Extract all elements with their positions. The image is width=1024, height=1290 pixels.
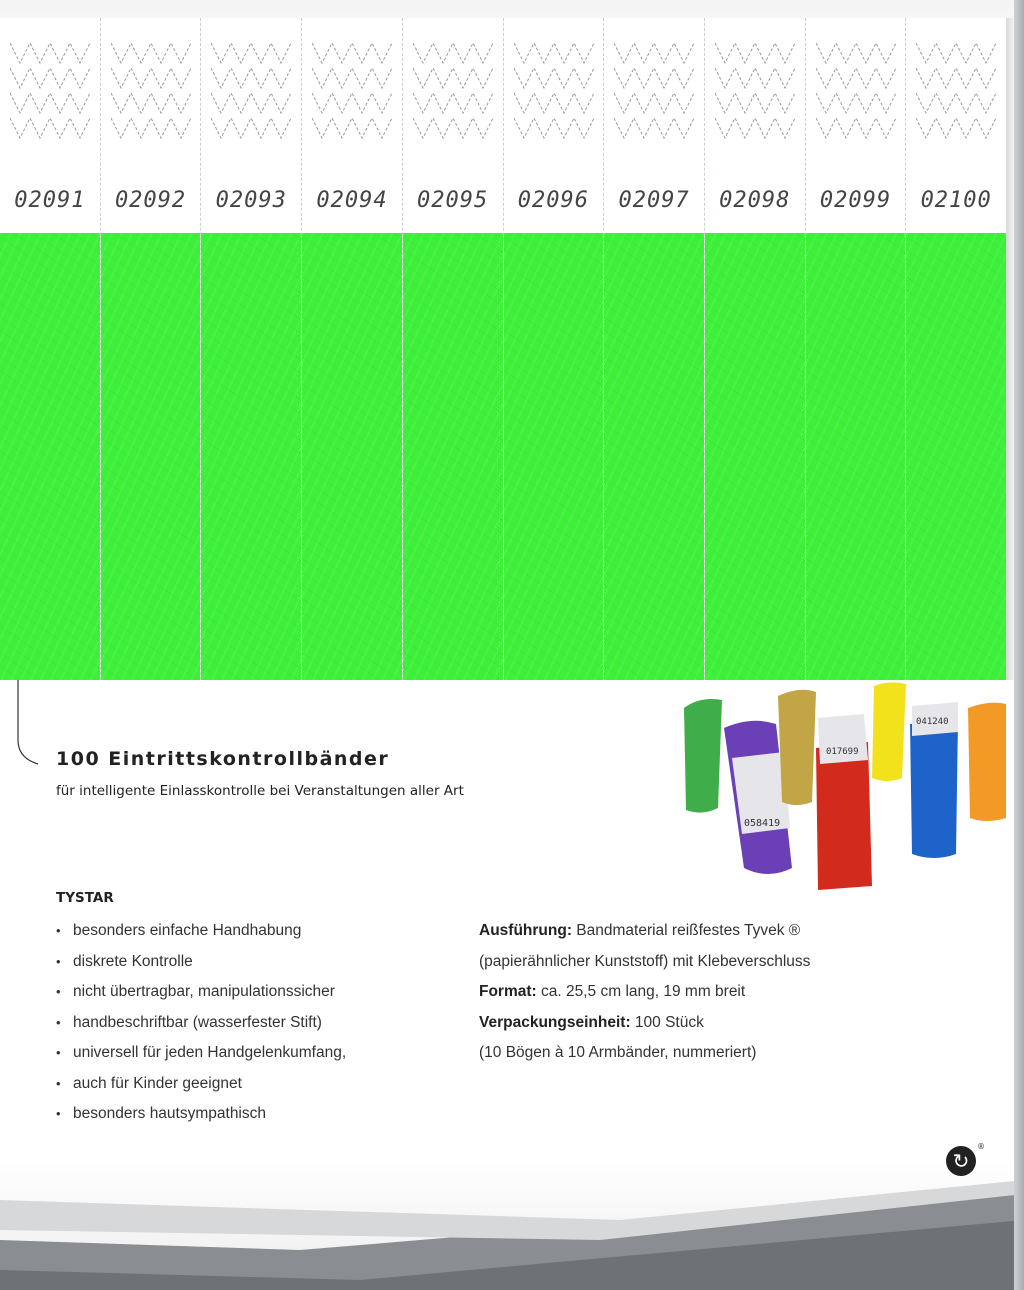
wristband [604,18,705,680]
orange-band [968,703,1006,821]
wristband-stub [806,18,906,233]
registered-mark: ® [977,1142,985,1151]
zigzag-cut-icon [312,38,392,158]
spec-value: ca. 25,5 cm lang, 19 mm breit [541,983,746,1000]
feature-item: • besonders hautsympathisch [56,1099,416,1130]
zigzag-cut-icon [614,38,694,158]
package-edge [1014,0,1024,1290]
red-band [816,742,872,890]
feature-item: • diskrete Kontrolle [56,947,416,978]
wristband-number: 02099 [819,188,892,213]
sheet-stack-edge [1006,18,1014,680]
wristband-number: 02100 [920,188,992,213]
zigzag-cut-icon [111,38,191,158]
wristband-strip [906,233,1006,680]
wristband-stub [101,18,201,233]
wristband-strip [101,233,201,680]
zigzag-cut-icon [715,38,795,158]
green-dot-icon: ↻ [946,1146,976,1176]
wristband [504,18,605,680]
zigzag-cut-icon [916,38,996,158]
zigzag-cut-icon [10,38,90,158]
blue-band [910,720,958,858]
photo-number-label: 058419 [744,818,781,829]
wristband-number: 02092 [114,188,187,213]
spec-value: (10 Bögen à 10 Armbänder, nummeriert) [479,1044,757,1061]
feature-item: • handbeschriftbar (wasserfester Stift) [56,1008,416,1039]
wristband-stub [201,18,301,233]
wristband [101,18,202,680]
feature-item: • besonders einfache Handhabung [56,916,416,947]
wristband-sheet [0,18,1006,680]
wristband-strip [201,233,301,680]
zigzag-cut-icon [514,38,594,158]
yellow-band [872,682,906,781]
feature-item-continued [56,1069,416,1100]
photo-number-label: 017699 [826,747,859,757]
footer-swoosh [0,1180,1024,1290]
wristband-strip [302,233,402,680]
wristband-strip [504,233,604,680]
brand-name: TYSTAR [56,890,114,906]
wristband [302,18,403,680]
spec-value: Bandmaterial reißfestes Tyvek ® [576,922,801,939]
gold-band [778,690,816,805]
feature-item: • universell für jeden Handgelenkumfang, [56,1038,416,1069]
wristband-stub [906,18,1006,233]
wristband-number: 02095 [417,188,489,213]
spec-verpackung [479,1008,899,1039]
zigzag-cut-icon [816,38,896,158]
wristband-strip [806,233,906,680]
wristband-stub [0,18,100,233]
feature-continuation-text: auch für Kinder geeignet [73,1074,242,1092]
wristband [403,18,504,680]
spec-block [479,916,899,1069]
wristband [906,18,1006,680]
spec-verpackung-cont [479,1038,899,1069]
wristband-number: 02096 [517,188,589,213]
spec-label: Ausführung: [479,922,572,939]
wristband-stub [302,18,402,233]
zigzag-cut-icon [413,38,493,158]
wristband-number: 02097 [618,188,690,213]
wristband-strip [604,233,704,680]
feature-item: • nicht übertragbar, manipulationssicher [56,977,416,1008]
wristband-number: 02094 [316,188,388,213]
wristband-number: 02093 [215,188,287,213]
wristband-stub [705,18,805,233]
wristband [0,18,101,680]
wristband [806,18,907,680]
spec-ausfuehrung-cont [479,947,899,978]
wristband-number: 02098 [719,188,791,213]
hook-line-icon [16,680,56,770]
spec-value: 100 Stück [634,1013,704,1031]
wristband [201,18,302,680]
wristband-strip [705,233,805,680]
green-band [684,699,722,813]
spec-ausfuehrung [479,916,899,947]
spec-format [479,977,899,1008]
feature-list [56,916,416,1130]
wristband-strip [0,233,100,680]
wristband-strip [403,233,503,680]
product-subtitle: für intelligente Einlasskontrolle bei Veranstaltungen aller Art [56,783,464,799]
wristband-stub [604,18,704,233]
wristbands-photo [672,678,1006,892]
wristband [705,18,806,680]
spec-value: (papierähnlicher Kunststoff) mit Klebeverschluss [479,952,811,970]
wristband-number: 02091 [14,188,86,213]
product-title: 100 Eintrittskontrollbänder [56,748,390,770]
spec-label: Format: [479,983,537,1000]
zigzag-cut-icon [211,38,291,158]
spec-label: Verpackungseinheit: [479,1013,631,1031]
wristband-stub [403,18,503,233]
wristband-stub [504,18,604,233]
photo-number-label: 041240 [916,717,949,727]
